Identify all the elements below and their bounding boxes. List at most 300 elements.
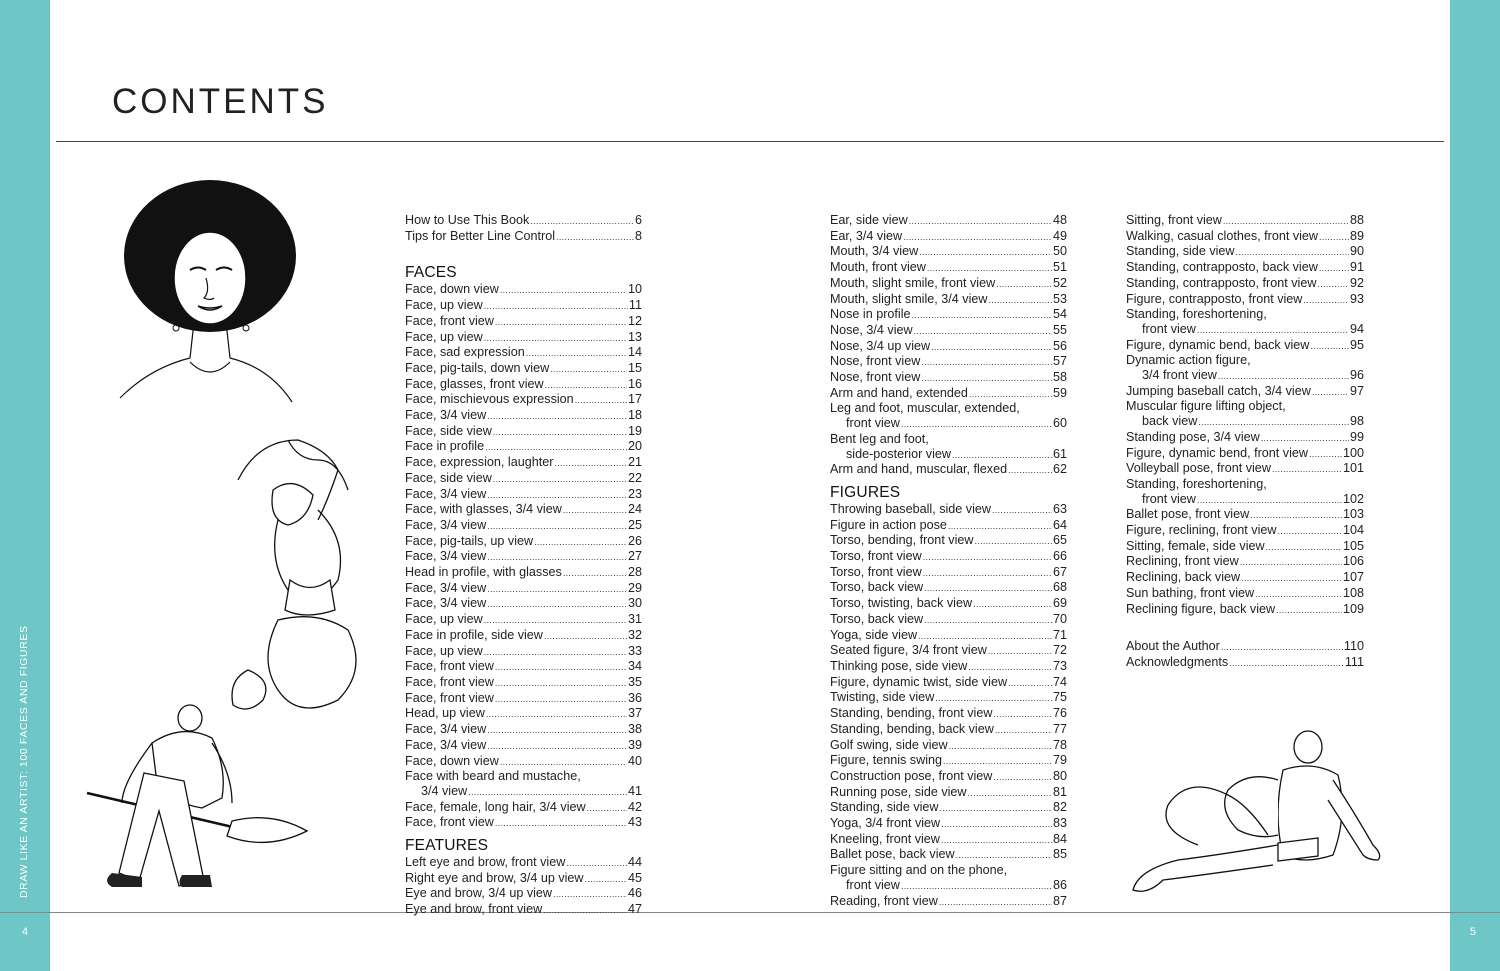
toc-entry-label: Reclining figure, back view xyxy=(1126,601,1276,616)
dot-leader xyxy=(566,856,627,871)
toc-entry xyxy=(830,894,1067,910)
toc-entry xyxy=(830,339,1067,355)
toc-entry-page: 111 xyxy=(1344,654,1364,669)
toc-entry xyxy=(1126,639,1364,655)
toc-entry-page: 83 xyxy=(1052,816,1067,831)
toc-entry-page: 23 xyxy=(627,486,642,501)
toc-entry xyxy=(830,307,1067,323)
dot-leader xyxy=(495,315,627,330)
dot-leader xyxy=(1240,555,1342,570)
toc-entry xyxy=(405,886,642,902)
dot-leader xyxy=(914,324,1052,339)
dot-leader xyxy=(1278,524,1342,539)
toc-entry-page: 109 xyxy=(1342,601,1364,616)
toc-entry-page: 72 xyxy=(1052,643,1067,658)
toc-entry-page: 31 xyxy=(627,612,642,627)
dot-leader xyxy=(1319,230,1349,245)
toc-entry-page: 106 xyxy=(1342,554,1364,569)
toc-entry-page: 11 xyxy=(628,298,642,313)
toc-entry xyxy=(405,628,642,644)
toc-entry-page: 34 xyxy=(627,659,642,674)
toc-entry-page: 78 xyxy=(1052,737,1067,752)
toc-entry-label: Yoga, side view xyxy=(830,627,918,642)
toc-entry-label: Torso, bending, front view xyxy=(830,533,974,548)
toc-column-1 xyxy=(405,213,642,918)
toc-entry-label: Figure, dynamic bend, back view xyxy=(1126,337,1310,352)
toc-entry-label: Face, female, long hair, 3/4 view xyxy=(405,799,586,814)
toc-entry-page: 48 xyxy=(1052,213,1067,227)
toc-entry xyxy=(405,784,642,800)
toc-entry-label: Face, up view xyxy=(405,612,483,627)
toc-entry-label: Face, sad expression xyxy=(405,345,525,360)
toc-entry-page: 53 xyxy=(1052,291,1067,306)
section-heading-faces: FACES xyxy=(405,264,457,282)
toc-entry-page: 101 xyxy=(1342,461,1364,476)
toc-entry xyxy=(830,292,1067,308)
toc-entry-label: Nose, front view xyxy=(830,370,921,385)
toc-entry-page: 22 xyxy=(627,470,642,485)
toc-entry-label: Ballet pose, front view xyxy=(1126,507,1250,522)
dot-leader xyxy=(484,331,627,346)
toc-entry-page: 77 xyxy=(1052,721,1067,736)
dot-leader xyxy=(993,770,1052,785)
toc-entry-page: 19 xyxy=(627,423,642,438)
dot-leader xyxy=(1223,214,1349,229)
toc-entry-label: Face, front view xyxy=(405,313,494,328)
toc-entry-page: 6 xyxy=(634,213,642,227)
toc-entry-label: Face, front view xyxy=(405,815,494,830)
dot-leader xyxy=(901,879,1052,894)
dot-leader xyxy=(988,644,1052,659)
toc-entry-label: Eye and brow, 3/4 up view xyxy=(405,886,553,901)
toc-entry-page: 42 xyxy=(627,799,642,814)
toc-entry-label: Ear, 3/4 view xyxy=(830,228,903,243)
toc-entry-label: Torso, twisting, back view xyxy=(830,596,973,611)
dot-leader xyxy=(1008,676,1052,691)
toc-entry-page: 46 xyxy=(627,886,642,901)
toc-entry-page: 80 xyxy=(1052,768,1067,783)
toc-entry xyxy=(1126,586,1364,602)
toc-entry-page: 18 xyxy=(627,408,642,423)
toc-entry-label: Face, 3/4 view xyxy=(405,580,487,595)
toc-entry-label: Seated figure, 3/4 front view xyxy=(830,643,987,658)
dot-leader xyxy=(587,801,627,816)
dot-leader xyxy=(924,581,1052,596)
dot-leader xyxy=(485,440,627,455)
toc-entry xyxy=(1126,414,1364,430)
toc-entry-label: front view xyxy=(1142,321,1196,336)
toc-entry xyxy=(830,533,1067,549)
toc-entry xyxy=(405,855,642,871)
title-rule xyxy=(56,141,1444,142)
toc-entry xyxy=(405,377,642,393)
woman-portrait-illustration xyxy=(110,178,300,408)
dot-leader xyxy=(575,393,627,408)
dot-leader xyxy=(996,277,1052,292)
toc-entry-page: 79 xyxy=(1052,753,1067,768)
toc-entry xyxy=(405,871,642,887)
dot-leader xyxy=(968,660,1052,675)
toc-entry-label: Nose, 3/4 view xyxy=(830,322,913,337)
toc-entry-label: Left eye and brow, front view xyxy=(405,855,566,870)
dot-leader xyxy=(1261,431,1349,446)
dot-leader xyxy=(956,848,1052,863)
toc-entry xyxy=(830,832,1067,848)
toc-entry-page: 88 xyxy=(1349,213,1364,227)
dot-leader xyxy=(553,887,627,902)
toc-entry xyxy=(1126,655,1364,671)
toc-entry-page: 47 xyxy=(627,902,642,917)
dot-leader xyxy=(921,371,1052,386)
toc-entry-label: Volleyball pose, front view xyxy=(1126,461,1271,476)
dot-leader xyxy=(1303,293,1349,308)
toc-entry-label: Face, glasses, front view xyxy=(405,376,544,391)
toc-entry xyxy=(1126,229,1364,245)
dot-leader xyxy=(1236,245,1349,260)
dot-leader xyxy=(1266,540,1342,555)
dot-leader xyxy=(563,566,627,581)
dot-leader xyxy=(545,378,627,393)
toc-entry-label: Walking, casual clothes, front view xyxy=(1126,228,1319,243)
toc-entry-page: 14 xyxy=(627,345,642,360)
dot-leader xyxy=(973,597,1052,612)
toc-entry-label: Reclining, back view xyxy=(1126,570,1241,585)
toc-entry-label: Throwing baseball, side view xyxy=(830,501,992,516)
toc-entry-page: 33 xyxy=(627,643,642,658)
toc-entry-label: Face, front view xyxy=(405,674,494,689)
toc-entry-page: 97 xyxy=(1349,383,1364,398)
toc-entry-label: Face, 3/4 view xyxy=(405,486,487,501)
toc-entry-label-line1: Dynamic action figure, xyxy=(1126,353,1251,368)
toc-entry xyxy=(830,628,1067,644)
toc-entry xyxy=(1126,260,1364,276)
dot-leader xyxy=(487,723,627,738)
toc-entry-page: 36 xyxy=(627,690,642,705)
toc-entry-page: 98 xyxy=(1349,414,1364,429)
toc-entry xyxy=(405,722,642,738)
toc-entry-page: 103 xyxy=(1342,507,1364,522)
toc-entry-label: Ear, side view xyxy=(830,213,908,227)
section-heading-features: FEATURES xyxy=(405,837,489,855)
dot-leader xyxy=(1319,261,1349,276)
toc-entry-label: Head, up view xyxy=(405,706,485,721)
toc-entry-label: Arm and hand, extended xyxy=(830,385,968,400)
toc-entry-page: 56 xyxy=(1052,338,1067,353)
toc-entry xyxy=(830,518,1067,534)
toc-entry xyxy=(1126,244,1364,260)
toc-entry-label: Face, with glasses, 3/4 view xyxy=(405,502,562,517)
toc-entry xyxy=(405,330,642,346)
toc-entry-label: Standing, bending, back view xyxy=(830,721,994,736)
dot-leader xyxy=(500,755,627,770)
toc-entry xyxy=(830,769,1067,785)
right-color-band xyxy=(1450,0,1500,971)
toc-entry-page: 59 xyxy=(1052,385,1067,400)
toc-entry-label: Mouth, 3/4 view xyxy=(830,244,919,259)
toc-entry xyxy=(405,581,642,597)
toc-entry-label: Jumping baseball catch, 3/4 view xyxy=(1126,383,1311,398)
toc-entry-page: 29 xyxy=(627,580,642,595)
toc-entry xyxy=(1126,276,1364,292)
toc-entry xyxy=(830,229,1067,245)
toc-entry-label: Standing, contrapposto, back view xyxy=(1126,260,1318,275)
toc-entry-label: Face, 3/4 view xyxy=(405,722,487,737)
dot-leader xyxy=(556,230,634,245)
toc-entry-label: Standing, contrapposto, front view xyxy=(1126,275,1317,290)
toc-entry xyxy=(830,386,1067,402)
toc-entry-page: 30 xyxy=(627,596,642,611)
toc-entry xyxy=(830,502,1067,518)
toc-entry-page: 10 xyxy=(627,282,642,297)
toc-entry-page: 69 xyxy=(1052,596,1067,611)
dot-leader xyxy=(487,519,627,534)
toc-entry xyxy=(405,754,642,770)
toc-entry xyxy=(830,416,1067,432)
toc-entry xyxy=(405,518,642,534)
toc-entry xyxy=(1126,338,1364,354)
toc-entry-page: 21 xyxy=(627,455,642,470)
toc-entry-label: Torso, front view xyxy=(830,564,922,579)
toc-entry-page: 86 xyxy=(1052,877,1067,892)
toc-entry-label: Construction pose, front view xyxy=(830,768,993,783)
toc-entry-label: Face, 3/4 view xyxy=(405,549,487,564)
toc-entry-page: 17 xyxy=(627,392,642,407)
dot-leader xyxy=(943,754,1052,769)
dot-leader xyxy=(1197,323,1349,338)
dot-leader xyxy=(935,691,1052,706)
toc-entry xyxy=(1126,322,1364,338)
toc-entry-label: Kneeling, front view xyxy=(830,831,940,846)
toc-entry-label: side-posterior view xyxy=(846,446,951,461)
toc-entry xyxy=(1126,570,1364,586)
toc-entry xyxy=(830,785,1067,801)
toc-entry-label: Face, front view xyxy=(405,690,494,705)
toc-entry-label: Mouth, front view xyxy=(830,260,926,275)
dot-leader xyxy=(995,723,1052,738)
dot-leader xyxy=(495,692,627,707)
toc-entry xyxy=(830,643,1067,659)
toc-entry xyxy=(405,392,642,408)
toc-entry-label-line1: Figure sitting and on the phone, xyxy=(830,863,1008,878)
toc-entry-label-line1: Standing, foreshortening, xyxy=(1126,307,1267,322)
dot-leader xyxy=(939,895,1052,910)
toc-entry-label: Standing pose, 3/4 view xyxy=(1126,429,1260,444)
dot-leader xyxy=(563,503,627,518)
toc-entry-page: 39 xyxy=(627,737,642,752)
dot-leader xyxy=(534,535,627,550)
reclining-man-illustration xyxy=(1128,725,1388,897)
toc-entry-page: 84 xyxy=(1052,831,1067,846)
toc-entry-label: Face, up view xyxy=(405,329,483,344)
toc-entry-label: front view xyxy=(1142,491,1196,506)
toc-entry-label-line1: Face with beard and mustache, xyxy=(405,769,581,784)
toc-entry-page: 43 xyxy=(627,815,642,830)
toc-entry-page: 94 xyxy=(1349,321,1364,336)
toc-entry-page: 73 xyxy=(1052,658,1067,673)
toc-entry xyxy=(1126,602,1364,618)
toc-entry-label: Face, down view xyxy=(405,753,499,768)
toc-entry-page: 95 xyxy=(1349,337,1364,352)
dot-leader xyxy=(526,346,627,361)
dot-leader xyxy=(484,299,628,314)
toc-entry-page: 92 xyxy=(1349,275,1364,290)
toc-entry-page: 89 xyxy=(1349,228,1364,243)
toc-entry xyxy=(830,738,1067,754)
toc-entry xyxy=(830,323,1067,339)
toc-entry xyxy=(830,354,1067,370)
toc-entry-label-line1: Standing, foreshortening, xyxy=(1126,476,1267,491)
toc-entry-label: Standing, bending, front view xyxy=(830,706,993,721)
toc-entry-page: 90 xyxy=(1349,244,1364,259)
toc-entry xyxy=(1126,507,1364,523)
dot-leader xyxy=(1312,385,1349,400)
book-title-vertical: DRAW LIKE AN ARTIST: 100 FACES AND FIGURES xyxy=(18,625,30,898)
dot-leader xyxy=(909,214,1052,229)
toc-entry xyxy=(1126,430,1364,446)
toc-entry xyxy=(830,213,1067,229)
toc-entry-page: 70 xyxy=(1052,611,1067,626)
dot-leader xyxy=(1276,603,1342,618)
dot-leader xyxy=(487,582,627,597)
dot-leader xyxy=(927,261,1052,276)
page-number-left: 4 xyxy=(22,926,29,938)
toc-entry-label: Sitting, female, side view xyxy=(1126,538,1265,553)
toc-entry-label: Mouth, slight smile, 3/4 view xyxy=(830,291,988,306)
dot-leader xyxy=(495,676,627,691)
dot-leader xyxy=(500,283,627,298)
toc-entry-label: Mouth, slight smile, front view xyxy=(830,275,996,290)
toc-entry xyxy=(405,282,642,298)
dot-leader xyxy=(919,245,1052,260)
toc-entry-page: 24 xyxy=(627,502,642,517)
toc-entry-page: 28 xyxy=(627,565,642,580)
toc-entry xyxy=(405,549,642,565)
toc-entry-page: 93 xyxy=(1349,291,1364,306)
dot-leader xyxy=(940,801,1052,816)
toc-entry xyxy=(1126,292,1364,308)
toc-entry-label: Sitting, front view xyxy=(1126,213,1222,227)
toc-entry-label: Face, side view xyxy=(405,470,492,485)
toc-entry-page: 57 xyxy=(1052,354,1067,369)
toc-entry-label: Sun bathing, front view xyxy=(1126,585,1255,600)
toc-entry xyxy=(405,902,642,918)
toc-entry xyxy=(405,815,642,831)
toc-entry-page: 49 xyxy=(1052,228,1067,243)
dot-leader xyxy=(931,340,1052,355)
toc-entry-page: 41 xyxy=(627,783,642,798)
stretching-figure-illustration xyxy=(218,430,368,725)
dot-leader xyxy=(901,417,1052,432)
dot-leader xyxy=(993,707,1052,722)
dot-leader xyxy=(949,739,1052,754)
dot-leader xyxy=(969,387,1052,402)
toc-entry xyxy=(405,314,642,330)
toc-entry-page: 37 xyxy=(627,706,642,721)
toc-entry-label: Acknowledgments xyxy=(1126,654,1229,669)
toc-entry-label: Face, side view xyxy=(405,423,492,438)
dot-leader xyxy=(992,503,1052,518)
toc-entry xyxy=(830,462,1067,478)
toc-entry xyxy=(830,612,1067,628)
page-number-right: 5 xyxy=(1469,926,1476,938)
toc-entry xyxy=(405,345,642,361)
toc-entry-label: Head in profile, with glasses xyxy=(405,565,562,580)
dot-leader xyxy=(543,903,627,918)
toc-entry-label: Standing, side view xyxy=(830,800,939,815)
toc-entry-label: Reclining, front view xyxy=(1126,554,1239,569)
dot-leader xyxy=(1255,587,1342,602)
toc-entry xyxy=(405,565,642,581)
toc-entry-label: Torso, back view xyxy=(830,611,924,626)
dot-leader xyxy=(988,293,1052,308)
toc-entry xyxy=(405,644,642,660)
toc-entry xyxy=(405,502,642,518)
toc-entry xyxy=(830,549,1067,565)
toc-entry-label: Face in profile xyxy=(405,439,485,454)
toc-entry xyxy=(830,659,1067,675)
toc-entry-page: 96 xyxy=(1349,368,1364,383)
toc-entry xyxy=(1126,213,1364,229)
dot-leader xyxy=(918,629,1052,644)
dot-leader xyxy=(1310,339,1349,354)
toc-entry-label: Reading, front view xyxy=(830,893,938,908)
toc-entry xyxy=(405,487,642,503)
toc-entry xyxy=(830,370,1067,386)
toc-entry-label: 3/4 front view xyxy=(1142,368,1217,383)
toc-entry-page: 87 xyxy=(1052,893,1067,908)
toc-entry-page: 58 xyxy=(1052,370,1067,385)
toc-entry xyxy=(405,361,642,377)
toc-entry-label: Face, up view xyxy=(405,643,483,658)
toc-entry-label: About the Author xyxy=(1126,639,1220,654)
toc-entry-page: 20 xyxy=(627,439,642,454)
toc-entry-page: 62 xyxy=(1052,462,1067,477)
toc-entry xyxy=(405,659,642,675)
toc-entry-label: back view xyxy=(1142,414,1198,429)
dot-leader xyxy=(487,739,627,754)
toc-entry xyxy=(405,534,642,550)
toc-entry xyxy=(405,424,642,440)
toc-entry-page: 68 xyxy=(1052,580,1067,595)
dot-leader xyxy=(493,472,627,487)
dot-leader xyxy=(1221,640,1343,655)
toc-entry-page: 35 xyxy=(627,674,642,689)
toc-entry xyxy=(405,455,642,471)
toc-entry xyxy=(830,800,1067,816)
toc-entry-label: Face, down view xyxy=(405,282,499,297)
toc-entry xyxy=(405,675,642,691)
footer-rule xyxy=(0,912,1500,913)
dot-leader xyxy=(903,230,1052,245)
toc-entry xyxy=(405,691,642,707)
toc-entry xyxy=(405,229,642,245)
toc-entry xyxy=(830,565,1067,581)
toc-entry-page: 63 xyxy=(1052,501,1067,516)
toc-entry-label: Right eye and brow, 3/4 up view xyxy=(405,870,584,885)
toc-entry xyxy=(1126,446,1364,462)
toc-entry xyxy=(405,612,642,628)
toc-entry-page: 105 xyxy=(1342,538,1364,553)
toc-entry-page: 74 xyxy=(1052,674,1067,689)
toc-column-2 xyxy=(830,213,1067,909)
toc-entry-page: 45 xyxy=(627,870,642,885)
toc-entry xyxy=(1126,523,1364,539)
toc-entry-label: Face, up view xyxy=(405,298,483,313)
toc-entry-page: 8 xyxy=(634,228,642,243)
dot-leader xyxy=(550,362,627,377)
dot-leader xyxy=(486,707,627,722)
dot-leader xyxy=(1218,369,1349,384)
